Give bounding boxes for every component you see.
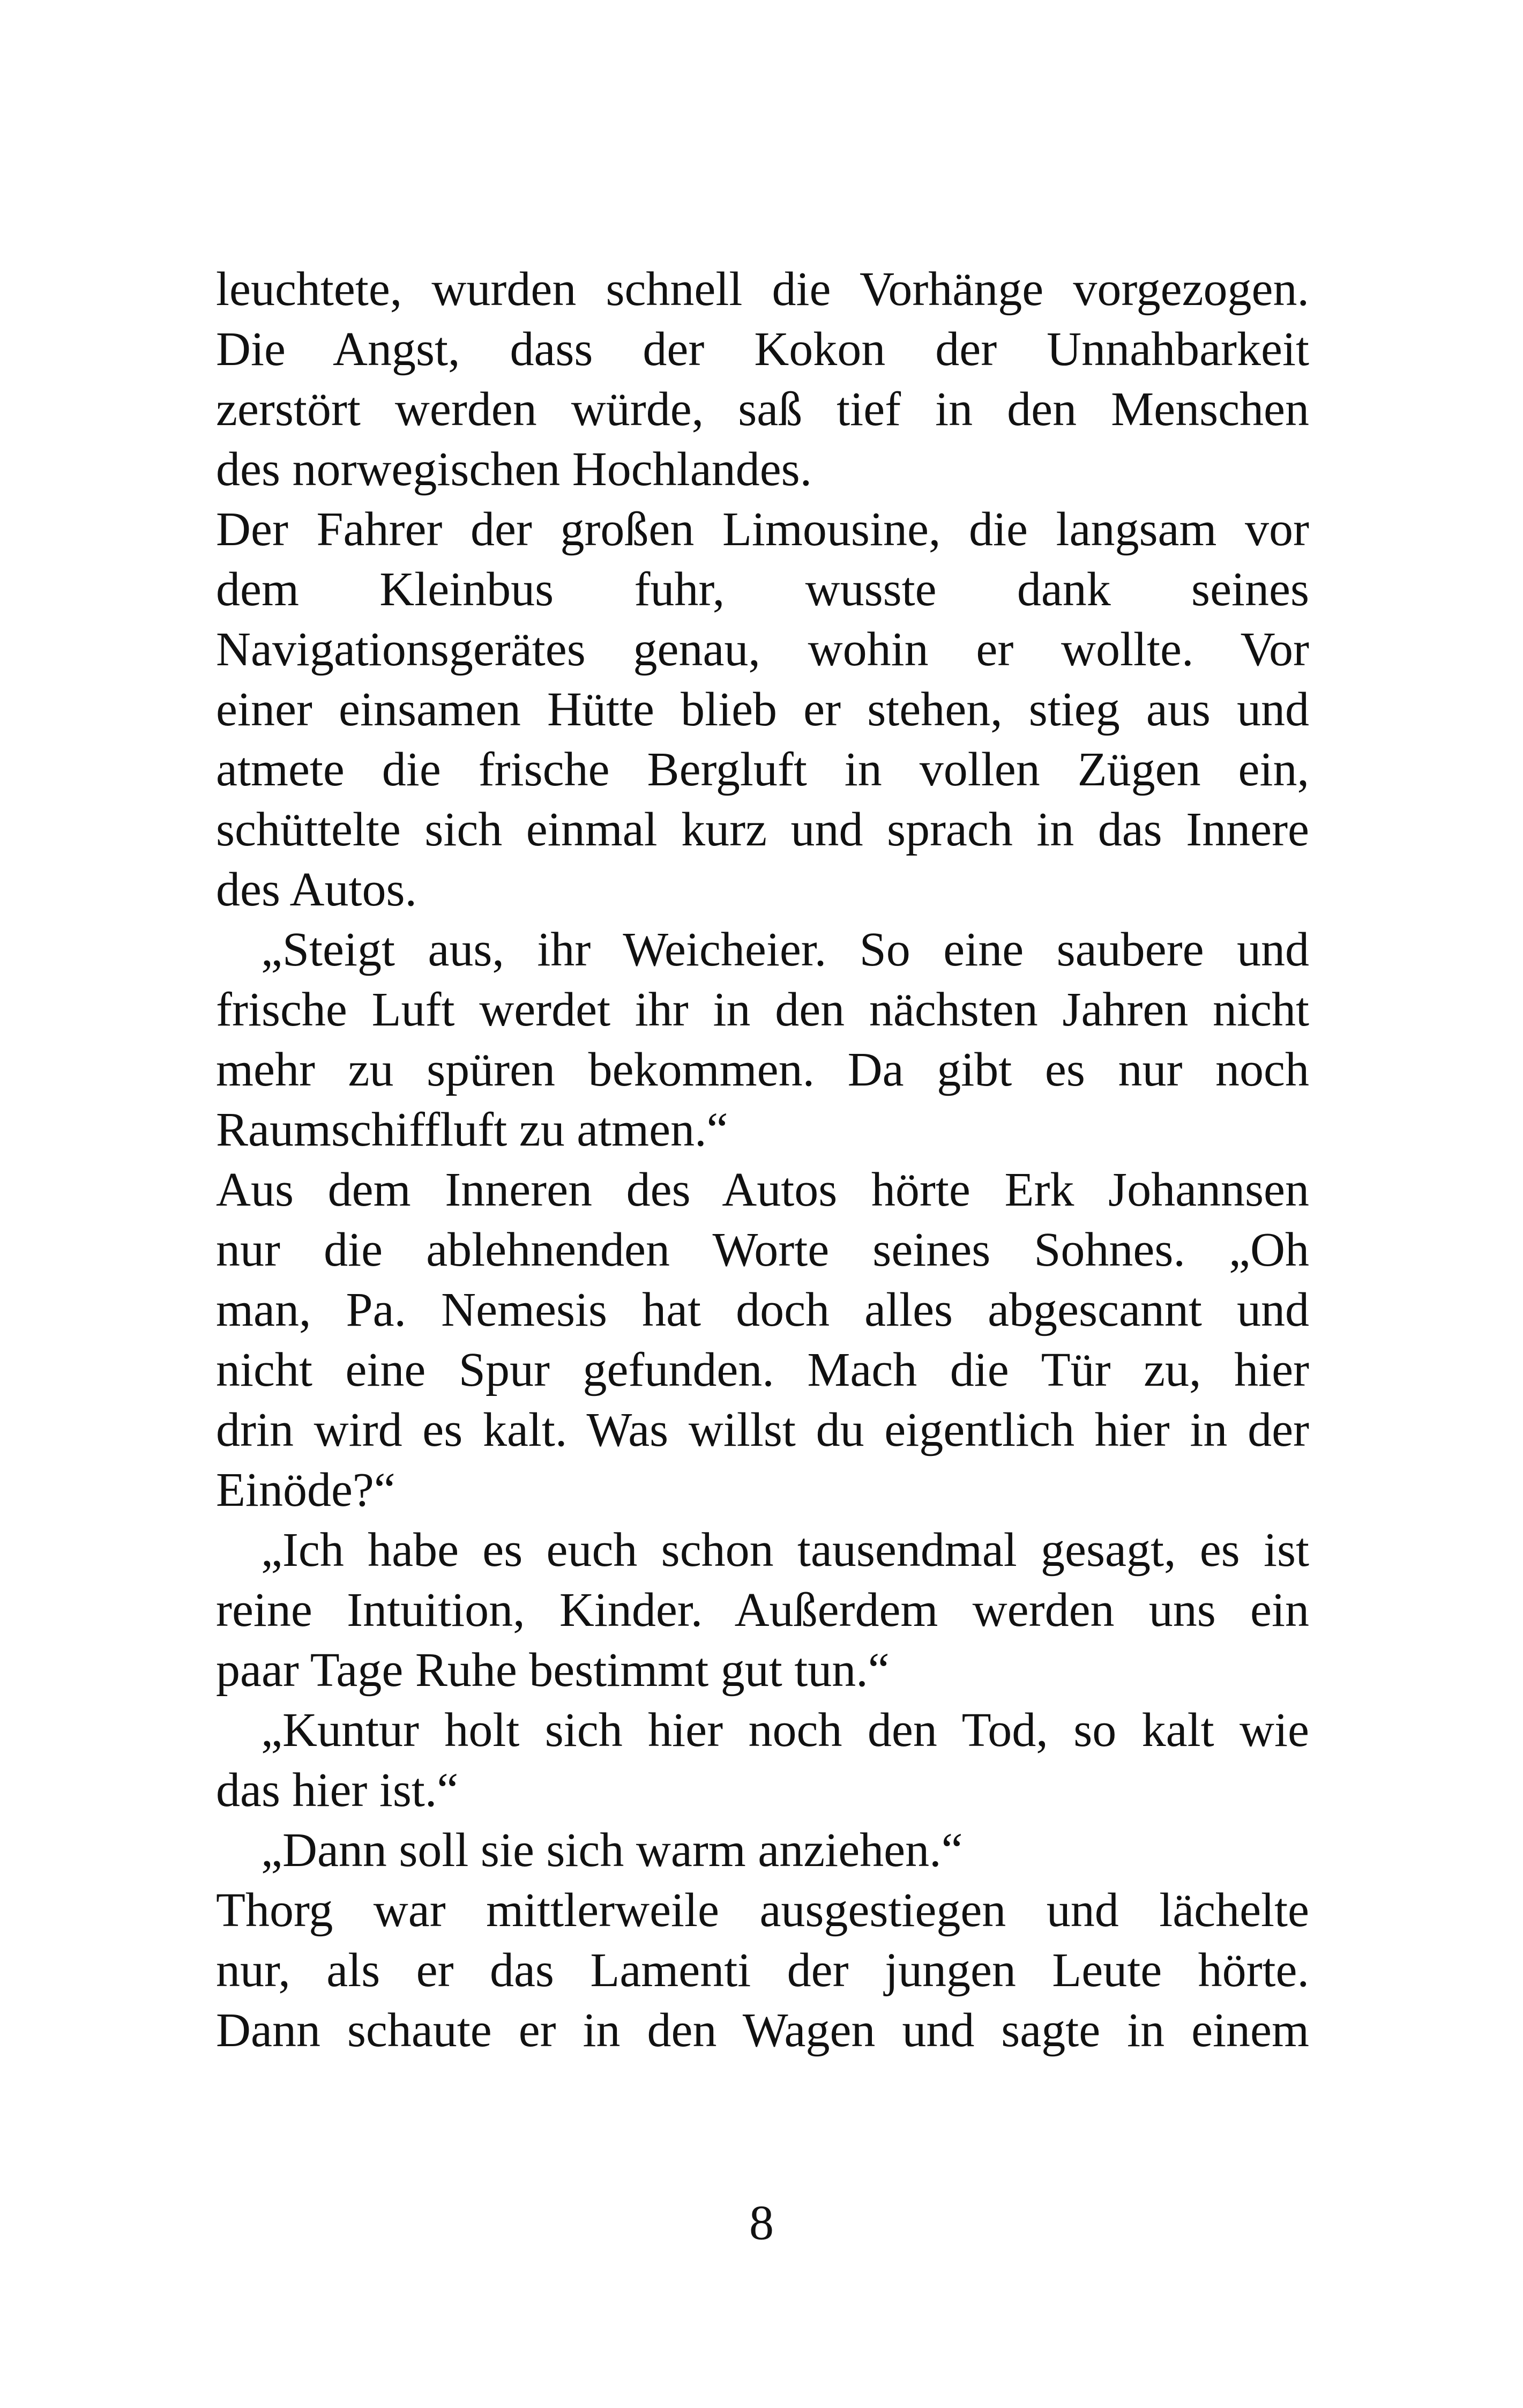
text-line: Die Angst, dass der Kokon der Unnahbarkeit xyxy=(216,323,1309,376)
text-line: „Ich habe es euch schon tausendmal gesagt, es ist xyxy=(261,1523,1309,1577)
text-line: reine Intuition, Kinder. Außerdem werden uns ein xyxy=(216,1584,1309,1637)
text-line: frische Luft werdet ihr in den nächsten Jahren nicht xyxy=(216,983,1309,1036)
text-line: schüttelte sich einmal kurz und sprach in das Innere xyxy=(216,803,1309,856)
text-line: dem Kleinbus fuhr, wusste dank seines xyxy=(216,563,1309,616)
text-line: nur die ablehnenden Worte seines Sohnes. „Oh xyxy=(216,1223,1309,1276)
text-line: Der Fahrer der großen Limousine, die langsam vor xyxy=(216,503,1309,556)
text-line: mehr zu spüren bekommen. Da gibt es nur noch xyxy=(216,1043,1309,1096)
text-line: des norwegischen Hochlandes. xyxy=(216,443,812,496)
text-line: einer einsamen Hütte blieb er stehen, stieg aus und xyxy=(216,683,1309,736)
text-line: nicht eine Spur gefunden. Mach die Tür zu, hier xyxy=(216,1343,1309,1396)
text-line: Dann schaute er in den Wagen und sagte in einem xyxy=(216,2004,1309,2057)
text-line: Einöde?“ xyxy=(216,1463,395,1517)
text-line: des Autos. xyxy=(216,863,417,916)
text-line: Raumschiffluft zu atmen.“ xyxy=(216,1103,728,1156)
text-line: man, Pa. Nemesis hat doch alles abgescannt und xyxy=(216,1283,1309,1336)
text-line: zerstört werden würde, saß tief in den Menschen xyxy=(216,383,1309,436)
text-line: Navigationsgerätes genau, wohin er wollte. Vor xyxy=(216,623,1309,676)
text-line: drin wird es kalt. Was willst du eigentlich hier in der xyxy=(216,1403,1309,1456)
text-line: „Kuntur holt sich hier noch den Tod, so kalt wie xyxy=(261,1704,1309,1757)
text-line: nur, als er das Lamenti der jungen Leute hörte. xyxy=(216,1944,1309,1997)
page-number: 8 xyxy=(749,2195,774,2250)
body-text xyxy=(216,259,1309,2061)
text-line: „Dann soll sie sich warm anziehen.“ xyxy=(261,1824,963,1877)
text-line: Aus dem Inneren des Autos hörte Erk Johannsen xyxy=(216,1163,1309,1216)
text-line: leuchtete, wurden schnell die Vorhänge vorgezogen. xyxy=(216,263,1309,316)
text-line: paar Tage Ruhe bestimmt gut tun.“ xyxy=(216,1644,890,1697)
text-line: atmete die frische Bergluft in vollen Zügen ein, xyxy=(216,743,1309,796)
text-line: „Steigt aus, ihr Weicheier. So eine saubere und xyxy=(261,923,1309,976)
text-line: das hier ist.“ xyxy=(216,1764,459,1817)
text-line: Thorg war mittlerweile ausgestiegen und lächelte xyxy=(216,1884,1309,1937)
